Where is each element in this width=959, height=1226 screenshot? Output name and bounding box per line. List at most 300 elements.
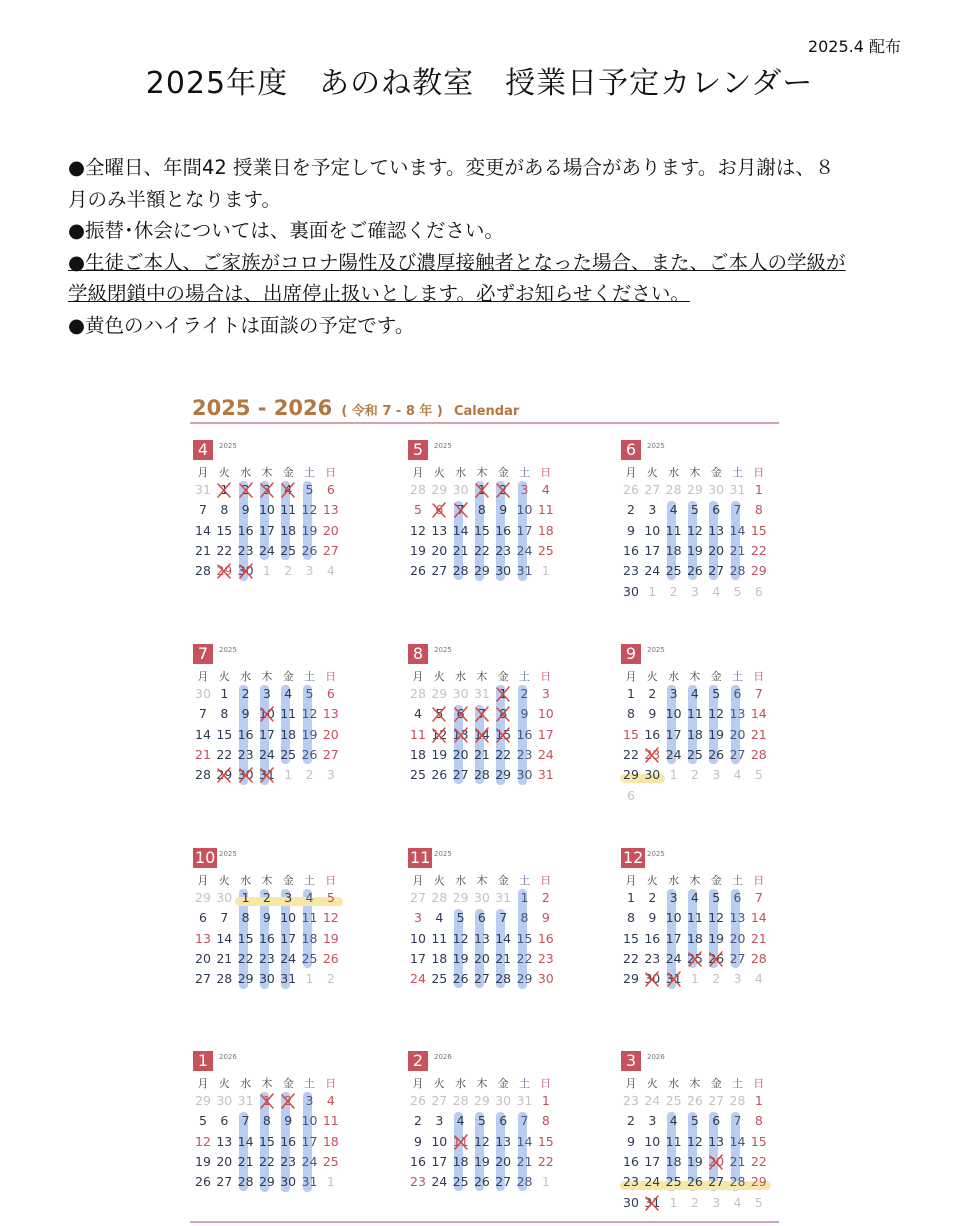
day-cell: 24 (644, 1174, 661, 1190)
day-cell: 8 (220, 502, 229, 518)
weekday-label: 金 (282, 670, 294, 683)
calendar-header (192, 396, 519, 420)
weekday-label: 金 (497, 670, 509, 683)
day-cell: 31 (729, 482, 746, 497)
month-3 (621, 1051, 777, 1221)
day-cell: 9 (541, 910, 550, 926)
day-cell: 22 (623, 746, 639, 762)
day-cell: 14 (495, 930, 512, 946)
day-cell: 18 (686, 726, 703, 742)
day-cell: 15 (237, 930, 254, 946)
day-cell: 25 (537, 542, 554, 558)
day-cell: 3 (414, 910, 422, 926)
day-cell: 27 (452, 767, 469, 783)
day-cell: 7 (754, 890, 763, 905)
cancel-mark-icon (707, 950, 725, 968)
day-cell: 12 (301, 706, 318, 722)
day-cell: 2 (627, 502, 635, 518)
day-cell: 29 (216, 767, 233, 783)
day-cell: 9 (627, 522, 635, 538)
day-cell: 5 (754, 767, 763, 783)
calendar-years: 2025 - 2026 (192, 396, 333, 420)
day-cell: 25 (665, 1174, 682, 1190)
day-cell: 3 (305, 1093, 314, 1108)
day-cell: 26 (686, 1093, 703, 1108)
day-cell: 17 (301, 1133, 318, 1149)
cancel-mark-icon (452, 726, 470, 744)
day-cell: 2 (690, 767, 699, 783)
day-cell: 27 (431, 1093, 448, 1108)
day-cell: 8 (262, 1113, 271, 1129)
weekday-label: 土 (519, 670, 530, 683)
day-cell: 1 (669, 767, 678, 783)
day-cell: 29 (237, 971, 254, 987)
day-cell: 30 (644, 971, 661, 987)
day-cell: 30 (473, 890, 490, 905)
day-cell: 22 (750, 1153, 767, 1169)
cancel-mark-icon (430, 501, 448, 519)
cancel-mark-icon (473, 481, 491, 499)
day-cell: 14 (750, 910, 767, 926)
day-cell: 3 (305, 563, 314, 579)
day-cell: 26 (410, 1093, 426, 1108)
day-cell: 21 (495, 950, 512, 966)
weekday-label: 月 (625, 466, 637, 479)
day-cell: 22 (495, 746, 512, 762)
day-cell: 7 (472, 704, 492, 724)
day-cell: 17 (516, 522, 533, 538)
day-cell: 25 (322, 1153, 339, 1169)
month-1 (193, 1051, 349, 1221)
day-cell: 12 (473, 1133, 490, 1149)
day-cell: 24 (280, 950, 297, 966)
day-cell: 20 (431, 542, 448, 558)
day-cell: 13 (322, 502, 339, 518)
weekday-label: 土 (732, 874, 743, 887)
day-cell: 31 (644, 1194, 661, 1210)
weekday-label: 火 (646, 466, 658, 479)
day-cell: 23 (237, 746, 254, 762)
weekday-label: 木 (261, 874, 273, 887)
day-cell: 7 (733, 502, 742, 518)
day-cell: 2 (305, 767, 314, 783)
day-cell: 2 (690, 1194, 699, 1210)
day-cell: 1 (648, 583, 657, 599)
day-cell: 27 (216, 1174, 233, 1190)
day-cell: 24 (644, 1093, 661, 1108)
day-cell: 9 (648, 706, 657, 722)
day-cell: 24 (431, 1174, 448, 1190)
day-cell: 12 (708, 910, 725, 926)
day-cell: 22 (237, 950, 254, 966)
day-cell: 13 (452, 726, 469, 742)
day-cell: 8 (754, 1113, 763, 1129)
weekday-label: 日 (325, 874, 337, 887)
weekday-label: 土 (519, 466, 530, 479)
day-cell: 10 (410, 930, 426, 946)
day-cell: 16 (644, 930, 661, 946)
day-cell: 15 (623, 930, 639, 946)
day-cell: 19 (301, 522, 318, 538)
month-number: 12 (623, 848, 644, 867)
day-cell: 20 (216, 1153, 233, 1169)
day-cell: 11 (686, 910, 703, 926)
day-cell: 1 (262, 563, 271, 579)
day-cell: 14 (195, 726, 211, 742)
notes (68, 152, 904, 341)
day-cell: 26 (195, 1174, 211, 1190)
day-cell: 29 (195, 890, 211, 905)
day-cell: 29 (750, 1174, 767, 1190)
day-cell: 30 (195, 686, 211, 701)
month-year: 2026 (647, 1053, 665, 1061)
weekday-label: 木 (261, 466, 273, 479)
day-cell: 7 (451, 500, 471, 520)
weekday-label: 木 (689, 466, 701, 479)
day-cell: 20 (322, 726, 339, 742)
day-cell: 10 (665, 910, 682, 926)
weekday-label: 水 (455, 1077, 467, 1090)
day-cell: 7 (220, 910, 229, 926)
day-cell: 1 (541, 1093, 550, 1108)
day-cell: 21 (473, 746, 490, 762)
day-cell: 4 (733, 1194, 742, 1210)
day-cell: 30 (237, 767, 254, 783)
day-cell: 4 (414, 706, 422, 722)
month-number: 3 (621, 1051, 641, 1071)
day-cell: 22 (750, 542, 767, 558)
day-cell: 28 (195, 563, 211, 579)
cancel-mark-icon (686, 950, 704, 968)
day-cell: 14 (729, 522, 746, 538)
cancel-mark-icon (237, 481, 255, 499)
weekday-label: 月 (412, 466, 424, 479)
weekday-label: 木 (261, 1077, 273, 1090)
day-cell: 29 (258, 1174, 275, 1190)
day-cell: 13 (708, 1133, 725, 1149)
day-cell: 27 (729, 746, 746, 762)
weekday-label: 月 (625, 670, 637, 683)
day-cell: 13 (431, 522, 448, 538)
note-line-2: 月のみ半額となります。 (68, 187, 281, 211)
day-cell: 1 (241, 890, 250, 905)
day-cell: 1 (257, 1091, 277, 1111)
day-cell: 3 (284, 890, 293, 905)
day-cell: 16 (516, 726, 533, 742)
day-cell: 2 (414, 1113, 422, 1129)
cancel-mark-icon (215, 481, 233, 499)
day-cell: 25 (431, 971, 448, 987)
day-cell: 1 (690, 971, 699, 987)
day-cell: 17 (258, 522, 275, 538)
weekday-label: 月 (412, 1077, 424, 1090)
day-cell: 10 (537, 706, 554, 722)
day-cell: 20 (708, 542, 725, 558)
day-cell: 12 (195, 1133, 211, 1149)
day-cell: 6 (712, 502, 721, 518)
cancel-mark-icon (643, 746, 661, 764)
weekday-label: 水 (240, 466, 252, 479)
day-cell: 1 (627, 686, 635, 701)
day-cell: 19 (473, 1153, 490, 1169)
weekday-label: 火 (218, 1077, 230, 1090)
day-cell: 2 (648, 890, 657, 905)
day-cell: 30 (452, 686, 469, 701)
weekday-label: 日 (540, 874, 552, 887)
weekday-label: 土 (732, 1077, 743, 1090)
day-cell: 16 (623, 1153, 639, 1169)
weekday-label: 水 (240, 874, 252, 887)
weekday-label: 木 (476, 1077, 488, 1090)
page-title: 2025年度 あのね教室 授業日予定カレンダー (145, 66, 814, 101)
day-cell: 9 (520, 706, 529, 722)
day-cell: 14 (516, 1133, 533, 1149)
day-cell: 9 (284, 1113, 293, 1129)
day-cell: 5 (712, 890, 721, 905)
month-7 (193, 644, 349, 814)
day-cell: 11 (686, 706, 703, 722)
day-cell: 21 (216, 950, 233, 966)
day-cell: 28 (516, 1174, 533, 1190)
day-cell: 27 (473, 971, 490, 987)
day-cell: 2 (541, 890, 550, 905)
day-cell: 22 (216, 542, 233, 558)
day-cell: 19 (686, 1153, 703, 1169)
day-cell: 21 (195, 542, 211, 558)
day-cell: 21 (750, 930, 767, 946)
weekday-label: 土 (732, 670, 743, 683)
month-12 (621, 848, 777, 1018)
day-cell: 11 (280, 706, 297, 722)
weekday-label: 木 (689, 1077, 701, 1090)
day-cell: 25 (686, 746, 703, 762)
weekday-label: 木 (476, 670, 488, 683)
day-cell: 8 (493, 704, 513, 724)
day-cell: 30 (216, 890, 233, 905)
day-cell: 25 (686, 950, 703, 966)
month-number: 10 (195, 848, 216, 867)
day-cell: 10 (301, 1113, 318, 1129)
day-cell: 4 (326, 1093, 335, 1108)
weekday-label: 土 (519, 874, 530, 887)
day-cell: 31 (258, 767, 275, 783)
day-cell: 18 (280, 726, 297, 742)
weekday-label: 月 (197, 670, 209, 683)
day-cell: 8 (627, 910, 635, 926)
day-cell: 9 (648, 910, 657, 926)
cancel-mark-icon (215, 766, 233, 784)
day-cell: 25 (301, 950, 318, 966)
day-cell: 9 (499, 502, 508, 518)
day-cell: 6 (733, 686, 742, 701)
month-10 (193, 848, 349, 1018)
day-cell: 15 (216, 522, 233, 538)
day-cell: 1 (472, 480, 492, 500)
day-cell: 3 (648, 502, 657, 518)
weekday-label: 月 (197, 466, 209, 479)
day-cell: 18 (431, 950, 448, 966)
day-cell: 16 (280, 1133, 297, 1149)
day-cell: 2 (326, 971, 335, 987)
day-cell: 5 (326, 890, 335, 905)
day-cell: 5 (712, 686, 721, 701)
day-cell: 20 (322, 522, 339, 538)
day-cell: 5 (199, 1113, 207, 1129)
weekday-label: 金 (710, 874, 722, 887)
day-cell: 13 (729, 706, 746, 722)
day-cell: 2 (278, 1091, 298, 1111)
day-cell: 14 (473, 726, 490, 742)
day-cell: 14 (750, 706, 767, 722)
day-cell: 22 (537, 1153, 554, 1169)
day-cell: 6 (477, 910, 486, 926)
weekday-label: 月 (625, 1077, 637, 1090)
month-8 (408, 644, 564, 814)
month-year: 2025 (434, 442, 452, 450)
day-cell: 20 (729, 930, 746, 946)
day-cell: 13 (322, 706, 339, 722)
cancel-mark-icon (494, 726, 512, 744)
day-cell: 12 (686, 1133, 703, 1149)
day-cell: 6 (627, 787, 635, 803)
day-cell: 4 (690, 890, 699, 905)
day-cell: 7 (520, 1113, 529, 1129)
day-cell: 5 (456, 910, 465, 926)
day-cell: 28 (452, 563, 469, 579)
day-cell: 25 (452, 1174, 469, 1190)
day-cell: 24 (516, 542, 533, 558)
day-cell: 11 (410, 726, 426, 742)
month-11 (408, 848, 564, 1018)
day-cell: 19 (431, 746, 448, 762)
weekday-label: 金 (282, 874, 294, 887)
day-cell: 1 (493, 684, 513, 704)
day-cell: 26 (301, 542, 318, 558)
note-line-3: ●振替･休会については、裏面をご確認ください。 (68, 219, 504, 242)
day-cell: 2 (627, 1113, 635, 1129)
day-cell: 10 (516, 502, 533, 518)
day-cell: 17 (431, 1153, 448, 1169)
weekday-label: 火 (218, 466, 230, 479)
cancel-mark-icon (643, 970, 661, 988)
day-cell: 1 (326, 1174, 335, 1190)
day-cell: 28 (665, 482, 682, 497)
weekday-label: 土 (304, 874, 315, 887)
day-cell: 3 (669, 686, 678, 701)
note-line-4: ●生徒ご本人、ご家族がコロナ陽性及び濃厚接触者となった場合、また、ご本人の学級が (68, 250, 846, 274)
day-cell: 11 (665, 1133, 682, 1149)
day-cell: 17 (644, 542, 661, 558)
month-6 (621, 440, 777, 610)
day-cell: 27 (708, 1093, 725, 1108)
day-cell: 22 (516, 950, 533, 966)
day-cell: 4 (754, 971, 763, 987)
day-cell: 10 (258, 706, 275, 722)
day-cell: 1 (284, 767, 293, 783)
weekday-label: 日 (325, 466, 337, 479)
day-cell: 24 (644, 563, 661, 579)
weekday-label: 火 (646, 670, 658, 683)
day-cell: 7 (754, 686, 763, 701)
day-cell: 27 (195, 971, 211, 987)
weekday-label: 木 (689, 874, 701, 887)
day-cell: 14 (452, 522, 469, 538)
day-cell: 11 (280, 502, 297, 518)
day-cell: 28 (431, 890, 448, 905)
day-cell: 15 (516, 930, 533, 946)
day-cell: 17 (665, 726, 682, 742)
day-cell: 27 (729, 950, 746, 966)
day-cell: 31 (237, 1093, 254, 1108)
day-cell: 27 (644, 482, 661, 497)
day-cell: 20 (708, 1153, 725, 1169)
day-cell: 19 (195, 1153, 211, 1169)
cancel-mark-icon (258, 705, 276, 723)
weekday-label: 水 (668, 874, 680, 887)
day-cell: 22 (623, 950, 639, 966)
day-cell: 1 (754, 1093, 763, 1108)
calendar-word: Calendar (453, 404, 520, 419)
day-cell: 26 (410, 563, 426, 579)
day-cell: 18 (301, 930, 318, 946)
cancel-mark-icon (452, 1133, 470, 1151)
day-cell: 23 (516, 746, 533, 762)
day-cell: 10 (665, 706, 682, 722)
day-cell: 2 (669, 583, 678, 599)
month-9 (621, 644, 777, 814)
day-cell: 23 (644, 950, 661, 966)
month-year: 2025 (434, 850, 452, 858)
day-cell: 1 (305, 971, 314, 987)
weekday-label: 金 (282, 1077, 294, 1090)
weekday-label: 火 (433, 874, 445, 887)
day-cell: 31 (516, 563, 533, 579)
day-cell: 2 (241, 686, 250, 701)
month-number: 6 (621, 440, 641, 460)
day-cell: 8 (220, 706, 229, 722)
day-cell: 15 (473, 522, 490, 538)
day-cell: 3 (733, 971, 742, 987)
day-cell: 3 (541, 686, 550, 701)
day-cell: 13 (708, 522, 725, 538)
weekday-label: 日 (325, 670, 337, 683)
weekday-label: 土 (304, 1077, 315, 1090)
day-cell: 29 (473, 1093, 490, 1108)
day-cell: 23 (280, 1153, 297, 1169)
day-cell: 1 (214, 480, 234, 500)
day-cell: 25 (280, 746, 297, 762)
day-cell: 22 (216, 746, 233, 762)
day-cell: 13 (729, 910, 746, 926)
day-cell: 29 (623, 767, 639, 783)
cancel-mark-icon (452, 705, 470, 723)
weekday-label: 火 (218, 670, 230, 683)
day-cell: 29 (623, 971, 639, 987)
weekday-label: 水 (240, 1077, 252, 1090)
day-cell: 1 (541, 563, 550, 579)
weekday-label: 金 (710, 670, 722, 683)
day-cell: 14 (729, 1133, 746, 1149)
day-cell: 3 (326, 767, 335, 783)
day-cell: 27 (322, 542, 339, 558)
day-cell: 18 (686, 930, 703, 946)
day-cell: 26 (686, 1174, 703, 1190)
weekday-label: 金 (710, 1077, 722, 1090)
month-4 (193, 440, 349, 610)
day-cell: 24 (537, 746, 554, 762)
day-cell: 19 (301, 726, 318, 742)
day-cell: 7 (199, 502, 207, 518)
